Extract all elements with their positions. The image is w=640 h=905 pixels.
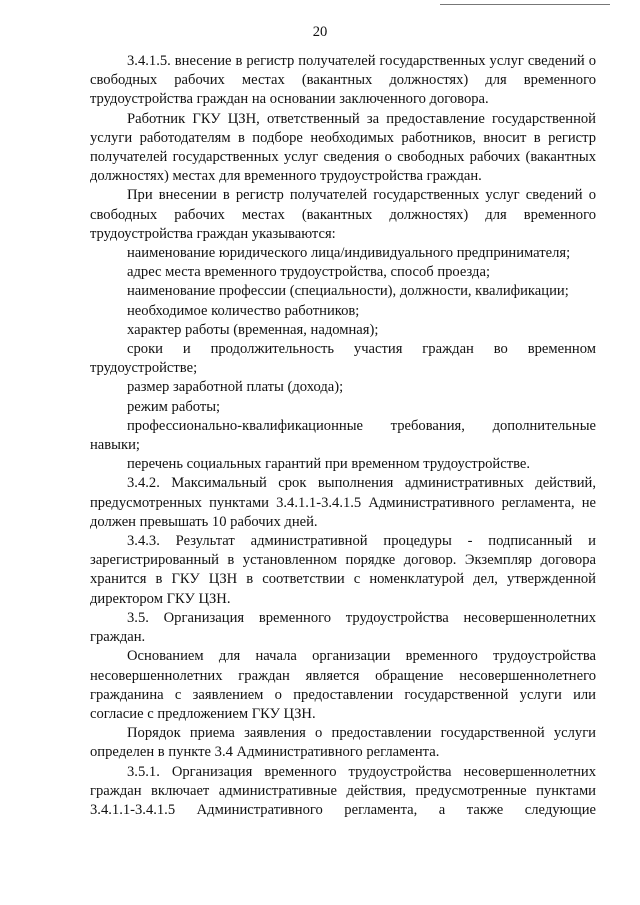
paragraph: 3.4.3. Результат административной процедуры - подписанный и зарегистрированный в установленном порядке договор. Экземпляр договора хранится в ГКУ ЦЗН в соответствии с номенклатурой дел, утвержденной директором ГКУ ЦЗН.	[90, 533, 596, 607]
top-rule	[440, 4, 610, 5]
list-item: перечень социальных гарантий при временном трудоустройстве.	[127, 456, 531, 473]
list-item: наименование профессии (специальности), должности, квалификации;	[127, 283, 569, 300]
list-item: характер работы (временная, надомная);	[127, 321, 379, 338]
paragraph: Порядок приема заявления о предоставлении государственной услуги определен в пункте 3.4 Административного регламента.	[90, 725, 596, 761]
page-number: 20	[312, 24, 328, 40]
paragraph: Основанием для начала организации временного трудоустройства несовершеннолетних граждан является обращение несовершеннолетнего гражданина с заявлением о предоставлении государственной услуги или согласие с предложением ГКУ ЦЗН.	[90, 648, 596, 722]
list-item: сроки и продолжительность участия граждан во временном трудоустройстве;	[90, 341, 596, 377]
section-heading: 3.5. Организация временного трудоустройства несовершеннолетних граждан.	[90, 609, 596, 646]
list-item: необходимое количество работников;	[127, 302, 360, 319]
document-body	[90, 52, 596, 820]
paragraph: 3.4.1.5. внесение в регистр получателей государственных услуг сведений о свободных рабочих местах (вакантных должностях) для временного трудоустройства граждан на основании заключенного договора.	[90, 53, 596, 108]
paragraph: Работник ГКУ ЦЗН, ответственный за предоставление государственной услуги работодателям в подборе необходимых работников, вносит в регистр получателей государственных услуг сведения о свободных рабочих (вакантных должностях) местах для временного трудоустройства граждан.	[90, 110, 596, 185]
paragraph: 3.5.1. Организация временного трудоустройства несовершеннолетних граждан включает административные действия, предусмотренные пунктами 3.4.1.1-3.4.1.5 Административного регламента, а также следующие	[90, 763, 596, 818]
list-item: размер заработной платы (дохода);	[127, 379, 344, 396]
list-item: режим работы;	[127, 398, 221, 415]
paragraph: При внесении в регистр получателей государственных услуг сведений о свободных рабочих местах (вакантных должностях) для временного трудоустройства граждан указываются:	[90, 187, 596, 242]
list-item: профессионально-квалификационные требования, дополнительные навыки;	[90, 417, 596, 454]
list-item: наименование юридического лица/индивидуального предпринимателя;	[127, 245, 571, 262]
paragraph: 3.4.2. Максимальный срок выполнения административных действий, предусмотренных пунктами 3.4.1.1-3.4.1.5 Административного регламента, не должен превышать 10 рабочих дней.	[90, 475, 596, 530]
list-item: адрес места временного трудоустройства, способ проезда;	[127, 264, 491, 281]
